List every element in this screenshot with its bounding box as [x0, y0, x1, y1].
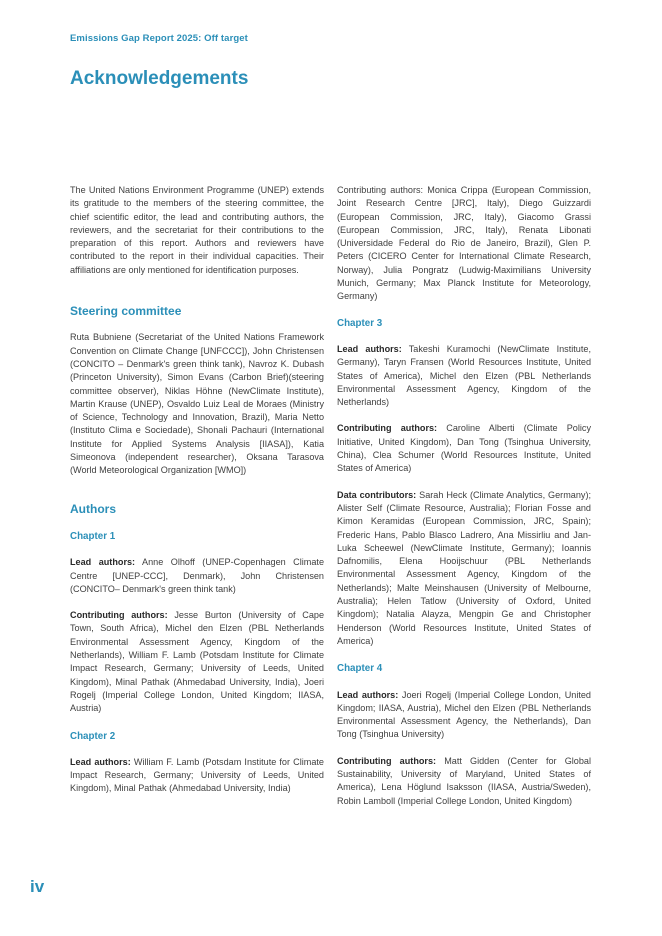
steering-committee-text: Ruta Bubniene (Secretariat of the United Nations Framework Convention on Climate Change [UNFCCC]), John Christensen (CONCITO – Denmark's green think tank), Navroz K. Dubash (Princeton University), Simon Evans (Carbon Brief)(steering committee observer), Niklas Höhne (NewClimate Institute), Martin Krause (UNEP), Osvaldo Luiz Leal de Moraes (Ministry of Science, Technology and Innovation, Brazil), Maria Netto (Instituto Clima e Sociedade), Shonali Pachauri (International Institute for Applied Systems Analysis [IIASA]), Katia Simeonova (independent researcher), Oksana Tarasova (World Meteorological Organization [WMO]) — [70, 332, 324, 476]
page-number: iv — [30, 877, 45, 896]
chapter-3-lead-authors — [337, 343, 591, 409]
contributing-authors-text: Matt Gidden (Center for Global Sustainability, University of Maryland, United States of America), Lena Höglund Isaksson (IIASA, Austria/Sweden), Robin Lamboll (Imperial College London, United Kingdom) — [337, 755, 591, 806]
lead-authors-label: Lead authors: — [70, 756, 131, 767]
authors-heading: Authors — [70, 501, 116, 516]
steering-committee-heading: Steering committee — [70, 304, 182, 319]
chapter-1-contributing-authors — [70, 609, 324, 715]
contributing-authors-label: Contributing authors: — [337, 423, 438, 434]
lead-authors-text: Takeshi Kuramochi (NewClimate Institute, Germany), Taryn Fransen (World Resources Institute, United States of America), Michel den Elzen (PBL Netherlands Environmental Assessment Agency, Kingdom of the Netherlands) — [337, 343, 591, 408]
page-title: Acknowledgements — [70, 68, 249, 89]
chapter-1-heading: Chapter 1 — [70, 530, 116, 542]
contributing-authors-label: Contributing authors: — [337, 755, 437, 766]
chapter-3-data-contributors — [337, 489, 591, 649]
chapter-1-lead-authors — [70, 556, 324, 596]
chapter-3-contributing-authors — [337, 422, 591, 475]
chapter-4-lead-authors — [337, 689, 591, 742]
lead-authors-label: Lead authors: — [337, 689, 399, 700]
data-contributors-label: Data contributors: — [337, 489, 417, 500]
chapter-2-contributing-authors: Contributing authors: Monica Crippa (European Commission, Joint Research Centre [JRC], Italy), Diego Guizzardi (European Commission, JRC, Italy), Giacomo Grassi (European Commission, JRC, Italy), Renata Libonati (Universidade Federal do Rio de Janeiro, Brazil), Glen P. Peters (CICERO Center for International Climate Research, Norway), Julia Pongratz (Ludwig-Maximilians University Munich, Germany; Max Planck Institute for Meteorology, Germany) — [337, 185, 591, 302]
intro-paragraph: The United Nations Environment Programme (UNEP) extends its gratitude to the members of the steering committee, the chief scientific editor, the lead and contributing authors, the reviewers, and the secretariat for their contributions to the preparation of this report. Authors and reviewers have contributed to the report in their individual capacities. Their affiliations are only mentioned for identification purposes. — [70, 185, 324, 275]
right-column — [337, 184, 591, 808]
data-contributors-text: Sarah Heck (Climate Analytics, Germany); Alister Self (Climate Resource, Australia); Florian Fosse and Kimon Keramidas (European Commission, JRC, Spain); Frederic Hans, Pablo Blasco Ladrero, Ana Missirliu and Jan-Luka Scheewel (NewClimate Institute, Germany); Ioannis Dafnomilis, Elena Hooijschuur (PBL Netherlands Environmental Assessment Agency, Kingdom of the Netherlands); Malte Meinshausen (University of Melbourne, Australia); Helen Tatlow (University of Oxford, United Kingdom); Natalia Alayza, Mengpin Ge and Christopher Henderson (World Resources Institute, United States of America) — [337, 489, 591, 646]
contributing-authors-text: Caroline Alberti (Climate Policy Initiative, United Kingdom), Dan Tong (Tsinghua University, China), Clea Schumer (World Resources Institute, United States of America) — [337, 423, 592, 474]
running-head: Emissions Gap Report 2025: Off target — [70, 33, 248, 44]
chapter-4-heading: Chapter 4 — [337, 663, 383, 675]
lead-authors-text: Anne Olhoff (UNEP-Copenhagen Climate Centre [UNEP-CCC], Denmark), John Christensen (CONCITO– Denmark's green think tank) — [70, 557, 324, 594]
contributing-authors-label: Contributing authors: — [70, 610, 168, 621]
chapter-4-contributing-authors — [337, 755, 591, 808]
lead-authors-label: Lead authors: — [70, 557, 136, 568]
left-column — [70, 184, 324, 796]
lead-authors-label: Lead authors: — [337, 343, 402, 354]
lead-authors-text: Joeri Rogelj (Imperial College London, United Kingdom; IIASA, Austria), Michel den Elzen (PBL Netherlands Environmental Assessment Agency, the Netherlands), Dan Tong (Tsinghua University) — [337, 689, 591, 740]
chapter-2-heading: Chapter 2 — [70, 730, 116, 742]
chapter-2-lead-authors — [70, 756, 324, 796]
contributing-authors-text: Jesse Burton (University of Cape Town, South Africa), Michel den Elzen (PBL Netherlands Environmental Assessment Agency, Kingdom of the Netherlands), William F. Lamb (Potsdam Institute for Climate Impact Research, Germany; University of Leeds, United Kingdom), Minal Pathak (Ahmedabad University, India), Joeri Rogelj (Imperial College London, United Kingdom; IIASA, Austria) — [70, 610, 325, 714]
lead-authors-text: William F. Lamb (Potsdam Institute for Climate Impact Research, Germany; University of Leeds, United Kingdom), Minal Pathak (Ahmedabad University, India) — [70, 756, 324, 794]
chapter-3-heading: Chapter 3 — [337, 317, 383, 329]
